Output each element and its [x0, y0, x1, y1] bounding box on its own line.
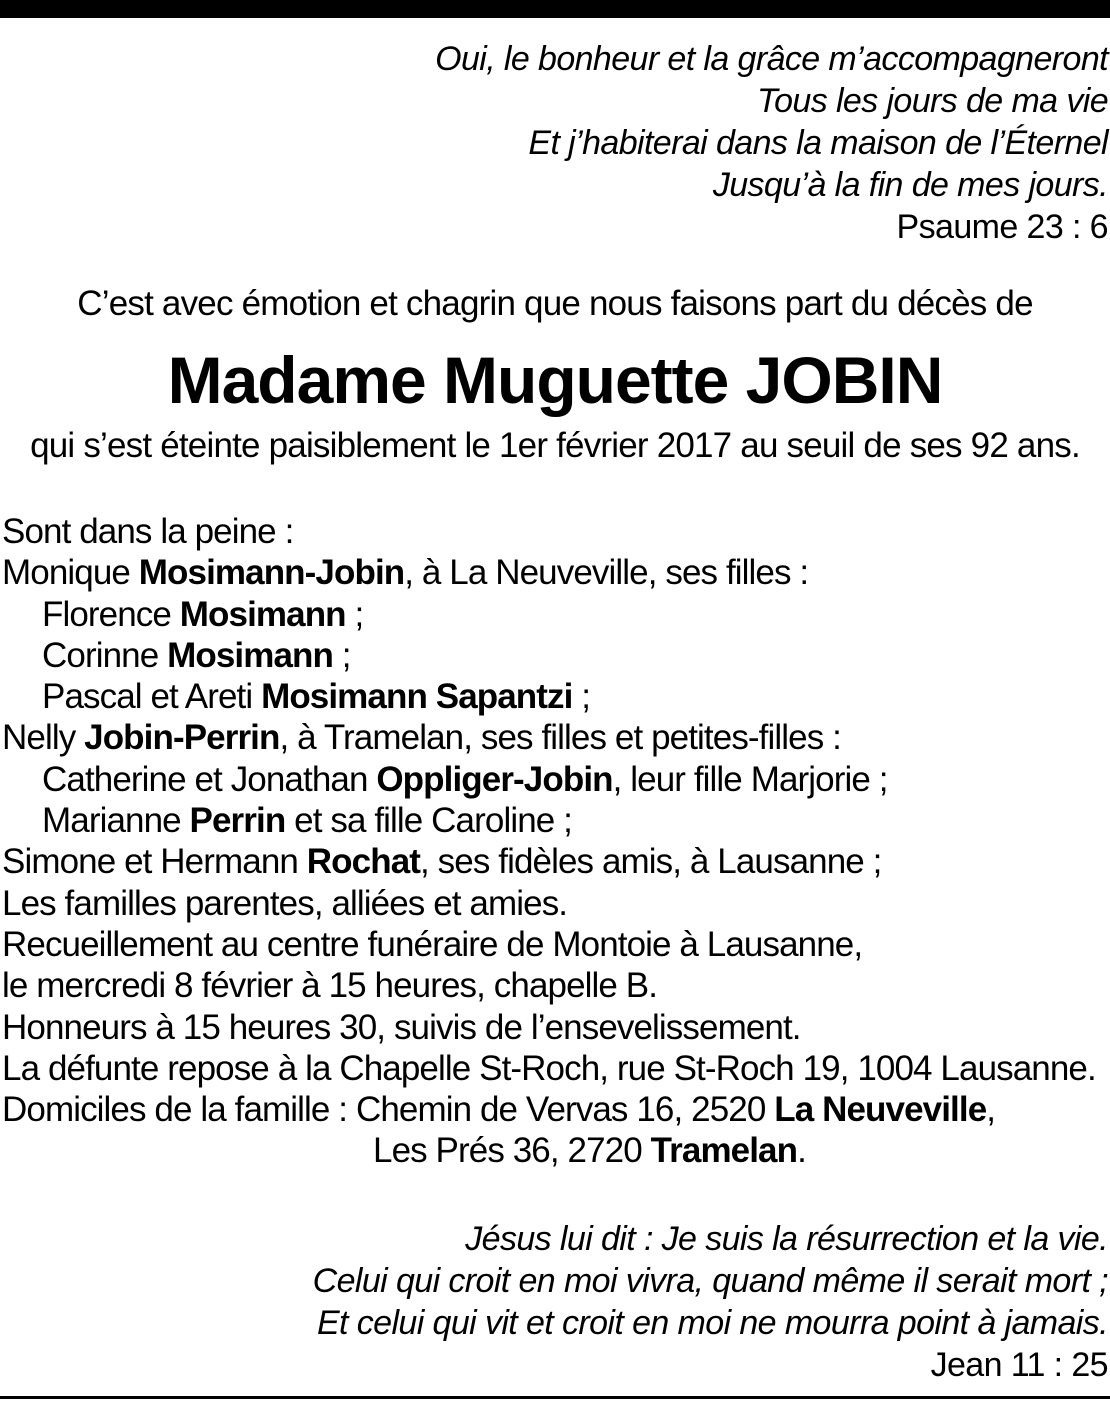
mourner-surname: Perrin — [189, 801, 286, 841]
mourner-detail: et sa fille Caroline ; — [285, 801, 572, 841]
mourner-detail: ; — [572, 677, 591, 717]
address-street: Les Prés 36, 2720 — [373, 1131, 651, 1171]
quote-line: Jésus lui dit : Je suis la résurrection et la vie. — [465, 1220, 1108, 1258]
quote-line: Oui, le bonheur et la grâce m’accompagneront — [435, 40, 1108, 78]
mourner-first-name: Simone et Hermann — [2, 842, 307, 882]
mourner-surname: Mosimann-Jobin — [138, 553, 405, 593]
quote-line: Jusqu’à la fin de mes jours. — [712, 166, 1108, 204]
ceremony-line: Honneurs à 15 heures 30, suivis de l’ensevelissement. — [2, 1007, 801, 1047]
mourner-first-name: Pascal et Areti — [42, 677, 262, 717]
quote-line: Et j’habiterai dans la maison de l’Éternel — [528, 124, 1108, 162]
mourner-entry — [2, 841, 1096, 882]
mourner-entry — [2, 594, 1096, 635]
address-city: La Neuveville — [774, 1090, 987, 1130]
quote-line: Tous les jours de ma vie — [757, 82, 1108, 120]
announcement-text: C’est avec émotion et chagrin que nous faisons part du décès de — [77, 284, 1033, 323]
top-rule — [0, 0, 1110, 18]
closing-gospel-quote — [313, 1218, 1108, 1386]
ceremony-line: La défunte repose à la Chapelle St-Roch, rue St-Roch 19, 1004 Lausanne. — [2, 1048, 1096, 1088]
mourner-first-name: Catherine et Jonathan — [42, 759, 377, 799]
family-address-line — [2, 1089, 1096, 1130]
mourner-entry — [2, 717, 1096, 758]
quote-line: Et celui qui vit et croit en moi ne mourra point à jamais. — [316, 1304, 1108, 1342]
address-punctuation: . — [797, 1131, 806, 1171]
mourner-detail: , à Tramelan, ses filles et petites-filles : — [279, 718, 841, 758]
mourner-first-name: Monique — [2, 553, 139, 593]
mourner-entry — [2, 635, 1096, 676]
mourner-first-name: Corinne — [42, 635, 168, 675]
ceremony-line: le mercredi 8 février à 15 heures, chapelle B. — [2, 966, 658, 1006]
mourner-first-name: Florence — [42, 594, 180, 634]
mourner-surname: Rochat — [306, 842, 421, 882]
bottom-rule — [0, 1396, 1110, 1399]
mourner-detail: , à La Neuveville, ses filles : — [404, 553, 809, 593]
mourners-list — [2, 511, 1096, 1172]
mourner-detail: , ses fidèles amis, à Lausanne ; — [420, 842, 882, 882]
address-city: Tramelan — [650, 1131, 798, 1171]
mourners-heading: Sont dans la peine : — [2, 512, 294, 551]
mourner-first-name: Nelly — [2, 718, 85, 758]
address-street: Chemin de Vervas 16, 2520 — [355, 1090, 775, 1130]
mourner-detail: ; — [332, 635, 351, 675]
mourner-surname: Jobin-Perrin — [84, 718, 280, 758]
quote-line: Celui qui croit en moi vivra, quand même il serait mort ; — [312, 1262, 1108, 1300]
death-info: qui s’est éteinte paisiblement le 1er février 2017 au seuil de ses 92 ans. — [30, 426, 1080, 465]
mourner-entry — [2, 676, 1096, 717]
opening-psalm-quote — [435, 38, 1108, 248]
mourner-detail: ; — [345, 594, 364, 634]
mourner-detail: , leur fille Marjorie ; — [612, 759, 888, 799]
family-address-line — [2, 1130, 1096, 1171]
mourner-surname: Mosimann — [179, 594, 346, 634]
mourner-entry — [2, 759, 1096, 800]
address-label: Domiciles de la famille : — [2, 1090, 356, 1130]
mourner-surname: Mosimann — [167, 635, 333, 675]
address-punctuation: , — [986, 1090, 996, 1130]
quote-reference: Jean 11 : 25 — [930, 1346, 1108, 1384]
mourner-surname: Oppliger-Jobin — [376, 759, 613, 799]
deceased-name: Madame Muguette JOBIN — [167, 343, 943, 417]
mourner-entry — [2, 552, 1096, 593]
mourner-first-name: Marianne — [42, 801, 190, 841]
ceremony-line: Recueillement au centre funéraire de Montoie à Lausanne, — [2, 924, 863, 964]
mourner-entry — [2, 800, 1096, 841]
families-line: Les familles parentes, alliées et amies. — [2, 883, 568, 923]
quote-reference: Psaume 23 : 6 — [896, 208, 1108, 246]
mourner-surname: Mosimann Sapantzi — [261, 677, 573, 717]
